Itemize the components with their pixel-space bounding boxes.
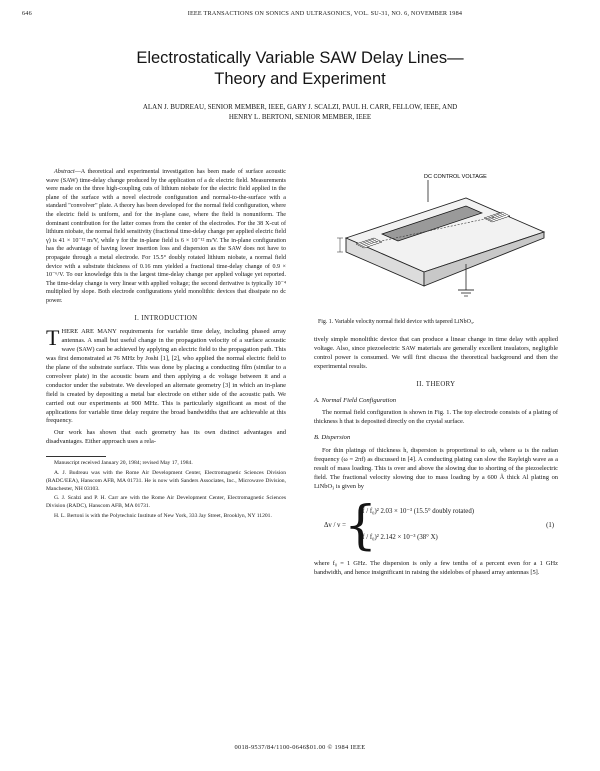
equation-number: (1): [546, 521, 554, 529]
section-heading-theory: II. THEORY: [416, 380, 456, 388]
subsection-heading-dispersion: B. Dispersion: [314, 434, 351, 442]
footnote-budreau: A. J. Budreau was with the Rome Air Development Center, Electromagnetic Sciences Division (RADC/EEA), Hanscom AFB, MA 01731. He is now with Sanders Associates, Inc., Microwave Division, Manchester, NH 03103.: [46, 469, 286, 492]
equation-row-1: (f / f₀)² 2.03 × 10⁻³ (15.5° doubly rotated): [360, 507, 474, 515]
normal-field-paragraph: The normal field configuration is shown in Fig. 1. The top electrode consists of a plating of thickness h that is deposited directly on the crystal surface.: [314, 409, 558, 426]
dispersion-paragraph-2: where f₀ = 1 GHz. The dispersion is only a few tenths of a percent even for a 1 GHz bandwidth, and hence insignificant in raising the sidelobes of phased array antennas [5].: [314, 559, 558, 576]
equation-1: [314, 495, 558, 556]
page-number: 646: [22, 10, 32, 17]
section-heading-introduction: I. INTRODUCTION: [134, 314, 198, 322]
paper-title: [0, 48, 600, 90]
footnote-bertoni: H. L. Bertoni is with the Polytechnic Institute of New York, 333 Jay Street, Brooklyn, NY 11201.: [54, 512, 272, 519]
footnote-scalzi-carr: G. J. Scalzi and P. H. Carr are with the Rome Air Development Center, Electromagnetic Sciences Division (RADC), Hanscom AFB, MA 01731.: [46, 495, 286, 510]
left-column: [46, 148, 286, 523]
abstract-label: Abstract: [54, 169, 75, 175]
abstract: [46, 168, 286, 306]
title-line-2: Theory and Experiment: [214, 70, 386, 88]
footnote-rule: [46, 456, 106, 457]
running-header: [22, 10, 578, 17]
equation-lhs: Δv / v =: [324, 521, 346, 529]
figure-1-caption: Fig. 1. Variable velocity normal field device with tapered LiNbO₃.: [318, 319, 475, 325]
dispersion-paragraph: For thin platings of thickness h, dispersion is proportional to ωh, where ω is the radian frequency (ω = 2πf) as discussed in [4]. A conducting plating can slow the Rayleigh wave as a result of mass loading. This is over and above the slowing due to shorting of the piezoelectric field. The fractional velocity slowing due to mass loading by a 600 Å thick Al plating on LiNbO₃ is given by: [314, 447, 558, 490]
intro-continuation: tively simple monolithic device that can produce a linear change in time delay with applied voltage. Also, since piezoelectric SAW materials are generally excellent insulators, negligible control power is consumed. We will first discuss the theoretical background and then the experimental results.: [314, 336, 558, 370]
authors-line-1: ALAN J. BUDREAU, SENIOR MEMBER, IEEE, GARY J. SCALZI, PAUL H. CARR, FELLOW, IEEE, AND: [142, 103, 458, 111]
title-line-1: Electrostatically Variable SAW Delay Lines—: [136, 49, 464, 67]
author-list: [40, 102, 560, 122]
figure-1-device-diagram: [316, 168, 556, 310]
equation-row-2: (f / f₀)² 2.142 × 10⁻³ (38° X): [360, 533, 438, 541]
drop-cap: T: [46, 325, 60, 351]
abstract-text: —A theoretical and experimental investigation has been made of surface acoustic wave (SAW) time-delay change produced by the application of a dc electric field. Measurements were made on the three high-coupling cuts of lithium niobate for the electric field applied in the plane of the surface with a novel electrode configuration and normal-to-the-surface with a standard "convolver" plate. A theory has been developed for the normal field configuration, where the electric field is uniform, and for the in-plane case, where the field is nonuniform. The dominant contribution for the latter comes from the center of the electrodes. For the 38 X-cut of lithium niobate, the normal field sensitivity (fractional time-delay change per applied electric field γ) is 41 × 10⁻¹² m/V, while γ for the in-plane field is 6 × 10⁻¹² m/V. The in-plane configuration has the advantage of having lower insertion loss and dispersion as the SAW does not have to propagate through a metal electrode. For 15.5° doubly rotated lithium niobate, a normal field device with a substrate thickness of 0.16 mm yielded a fractional time-delay change of 0.9 × 10⁻⁶/V. To our knowledge this is the largest time-delay change per applied voltage yet reported. The time-delay change is very linear with applied voltage; the second derivative is typically 10⁻⁴ multiplied by slope. Both electrode configurations yield monolithic devices that dissipate no dc power.: [46, 169, 286, 304]
intro-paragraph-2: Our work has shown that each geometry has its own distinct advantages and disadvantages. Either approach uses a rela-: [46, 429, 286, 446]
authors-line-2: HENRY L. BERTONI, SENIOR MEMBER, IEEE: [228, 113, 372, 121]
copyright-footer: 0018-9537/84/1100-0646$01.00 © 1984 IEEE: [234, 744, 366, 751]
right-column: [314, 336, 558, 578]
footnote-received: Manuscript received January 20, 1984; revised May 17, 1984.: [54, 460, 193, 467]
equation-brace: {: [344, 495, 378, 556]
figure-label-dc-control-voltage: DC CONTROL VOLTAGE: [424, 174, 487, 180]
intro-paragraph-1: [46, 325, 286, 426]
intro-paragraph-1-text: HERE ARE MANY requirements for variable time delay, including phased array antennas. A small but useful change in the propagation velocity of a surface acoustic wave (SAW) can be achieved by applying an electric field to the propagation path. This was first demonstrated at 76 MHz by Joshi [1], [2], who applied the normal electric field to the plane of the substrate surface. This was done by placing a conducting film (similar to a convolver plate) in the acoustic beam and then applying a dc voltage between it and a conductor under the substrate. We developed an alternate geometry [3] in which an in-plane field is created by depositing a metal bar electrode on either side of the acoustic path. We carried out our experiments at 900 MHz. This is particularly significant as most of the applications for variable time delay require the broad bandwidths that are achievable at this frequency.: [46, 328, 286, 425]
journal-header: IEEE TRANSACTIONS ON SONICS AND ULTRASONICS, VOL. SU-31, NO. 6, NOVEMBER 1984: [187, 10, 463, 17]
subsection-heading-normal-field: A. Normal Field Configuration: [314, 396, 397, 404]
